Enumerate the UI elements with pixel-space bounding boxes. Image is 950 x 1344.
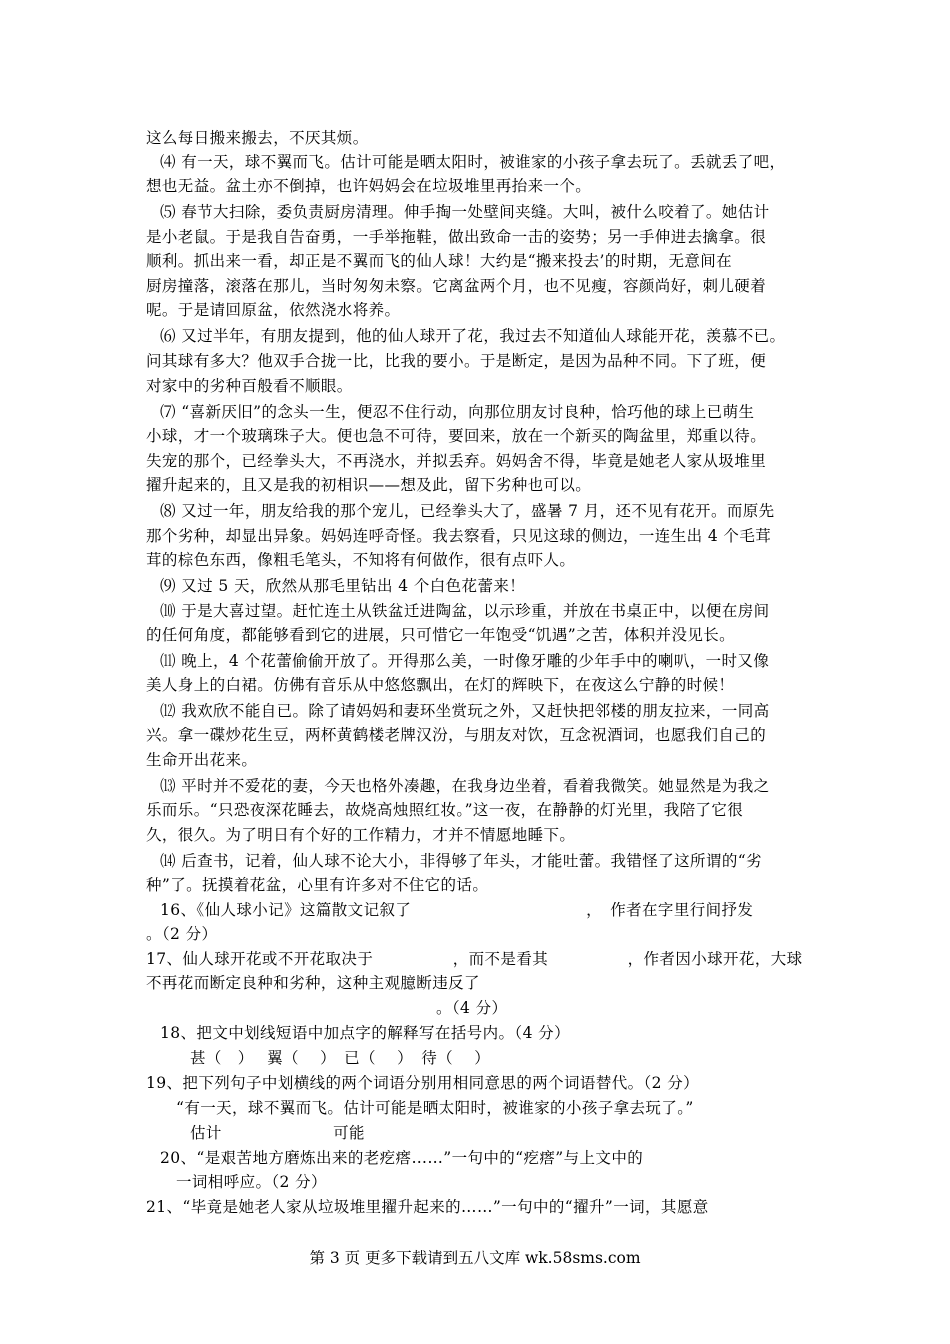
paragraph-7-line-2: 小球，才一个玻璃珠子大。便也急不可待，要回来，放在一个新买的陶盆里，郑重以待。 [146, 427, 767, 445]
text-line: 这么每日搬来搬去，不厌其烦。 [146, 129, 369, 147]
paragraph-10-line-2: 的任何角度，都能够看到它的进展，只可惜它一年饱受“饥遇”之苦，体积并没见长。 [146, 626, 736, 644]
question-17-line-3: 。（4 分） [436, 999, 508, 1017]
paragraph-6-line-2: 问其球有多大？他双手合拢一比，比我的要小。于是断定，是因为品种不同。下了班，便 [146, 352, 767, 370]
paragraph-8-line-3: 茸的棕色东西，像粗毛笔头，不知将有何做作，很有点吓人。 [146, 551, 576, 569]
paragraph-9-line-1: ⑼ 又过 5 天，欣然从那毛里钻出 4 个白色花蕾来！ [160, 577, 526, 595]
question-16-line-1: 16、《仙人球小记》这篇散文记叙了 ， 作者在字里行间抒发 [160, 901, 754, 919]
paragraph-7-line-4: 擢升起来的，且又是我的初相识——想及此，留下劣种也可以。 [146, 476, 592, 494]
paragraph-8-line-2: 那个劣种，却显出异象。妈妈连呼奇怪。我去察看，只见这球的侧边，一连生出 4 个毛茸 [146, 527, 772, 545]
question-20-line-1: 20、“是艰苦地方磨炼出来的老疙瘩……”一句中的“疙瘩”与上文中的 [160, 1149, 644, 1167]
paragraph-11-line-2: 美人身上的白裙。仿佛有音乐从中悠悠飘出，在灯的辉映下，在夜这么宁静的时候！ [146, 676, 735, 694]
paragraph-5-line-4: 厨房撞落，滚落在那儿，当时匆匆未察。它离盆两个月，也不见瘦，容颜尚好，刺儿硬着 [146, 277, 767, 295]
question-17-line-1: 17、仙人球开花或不开花取决于 ，而不是看其 ，作者因小球开花，大球 [146, 950, 803, 968]
paragraph-8-line-1: ⑻ 又过一年，朋友给我的那个宠儿，已经拳头大了，盛暑 7 月，还不见有花开。而原先 [160, 502, 775, 520]
paragraph-13-line-2: 乐而乐。“只恐夜深花睡去，故烧高烛照红妆。”这一夜，在静静的灯光里，我陪了它很 [146, 801, 744, 819]
paragraph-6-line-1: ⑹ 又过半年，有朋友提到，他的仙人球开了花，我过去不知道仙人球能开花，羡慕不已。 [160, 327, 786, 345]
paragraph-7-line-3: 失宠的那个，已经拳头大，不再浇水，并拟丢弃。妈妈舍不得，毕竟是她老人家从圾堆里 [146, 452, 767, 470]
paragraph-6-line-3: 对家中的劣种百般看不顺眼。 [146, 377, 353, 395]
paragraph-14-line-1: ⒁ 后查书，记着，仙人球不论大小，非得够了年头，才能吐蕾。我错怪了这所谓的“劣 [160, 852, 762, 870]
question-19-line-1: 19、把下列句子中划横线的两个词语分别用相同意思的两个词语替代。（2 分） [146, 1074, 700, 1092]
question-18-line-2: 甚（ ） 翼（ ） 已（ ） 待（ ） [190, 1049, 491, 1067]
paragraph-4-line-2: 想也无益。盆土亦不倒掉，也许妈妈会在垃圾堆里再抬来一个。 [146, 177, 592, 195]
question-19-line-2: “有一天，球不翼而飞。估计可能是晒太阳时，被谁家的小孩子拿去玩了。” [176, 1099, 694, 1117]
question-17-line-2: 不再花而断定良种和劣种，这种主观臆断违反了 [146, 974, 480, 992]
question-20-line-2: 一词相呼应。（2 分） [176, 1173, 327, 1191]
paragraph-5-line-2: 是小老鼠。于是我自告奋勇，一手举拖鞋，做出致命一击的姿势；另一手伸进去擒拿。很 [146, 228, 767, 246]
paragraph-11-line-1: ⑾ 晚上，4 个花蕾偷偷开放了。开得那么美，一时像牙雕的少年手中的喇叭，一时又像 [160, 652, 770, 670]
paragraph-12-line-3: 生命开出花来。 [146, 751, 258, 769]
page-footer: 第 3 页 更多下载请到五八文库 wk.58sms.com [309, 1249, 641, 1267]
paragraph-4-line-1: ⑷ 有一天，球不翼而飞。估计可能是晒太阳时，被谁家的小孩子拿去玩了。丢就丢了吧， [160, 153, 786, 171]
question-19-line-3: 估计 可能 [190, 1124, 365, 1142]
paragraph-7-line-1: ⑺ “喜新厌旧”的念头一生，便忍不住行动，向那位朋友讨良种，恰巧他的球上已萌生 [160, 403, 755, 421]
paragraph-12-line-1: ⑿ 我欢欣不能自已。除了请妈妈和妻环坐赏玩之外，又赶快把邻楼的朋友拉来，一同高 [160, 702, 770, 720]
question-21-line-1: 21、“毕竟是她老人家从垃圾堆里擢升起来的……”一句中的“擢升”一词，其愿意 [146, 1198, 709, 1216]
question-18-line-1: 18、把文中划线短语中加点字的解释写在括号内。（4 分） [160, 1024, 570, 1042]
paragraph-10-line-1: ⑽ 于是大喜过望。赶忙连土从铁盆迁进陶盆，以示珍重，并放在书桌正中，以便在房间 [160, 602, 770, 620]
paragraph-5-line-3: 顺利。抓出来一看，却正是不翼而飞的仙人球！大约是“搬来投去’的时期，无意间在 [146, 252, 733, 270]
paragraph-13-line-3: 久，很久。为了明日有个好的工作精力，才并不情愿地睡下。 [146, 826, 576, 844]
paragraph-12-line-2: 兴。拿一碟炒花生豆，两杯黄鹤楼老牌汉汾，与朋友对饮，互念祝酒词，也愿我们自己的 [146, 726, 767, 744]
paragraph-5-line-1: ⑸ 春节大扫除，委负责厨房清理。伸手掏一处壁间夹缝。大叫，被什么咬着了。她估计 [160, 203, 770, 221]
question-16-line-2: 。（2 分） [146, 925, 218, 943]
paragraph-5-line-5: 呢。于是请回原盆，依然浇水将养。 [146, 301, 401, 319]
paragraph-13-line-1: ⒀ 平时并不爱花的妻，今天也格外凑趣，在我身边坐着，看着我微笑。她显然是为我之 [160, 777, 770, 795]
paragraph-14-line-2: 种”了。抚摸着花盆，心里有许多对不住它的话。 [146, 876, 489, 894]
